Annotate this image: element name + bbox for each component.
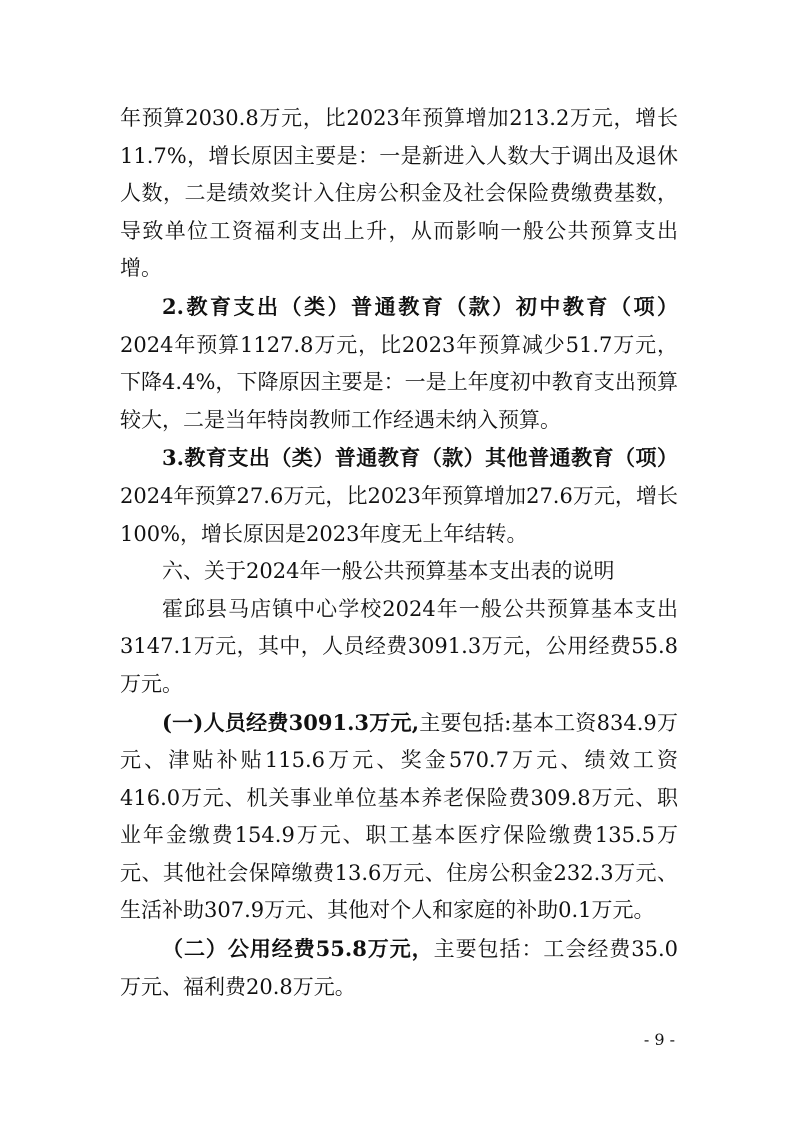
page-number: - 9 - (643, 1030, 675, 1049)
section-title: 六、关于2024年一般公共预算基本支出表的说明 (162, 559, 615, 584)
body-text (120, 100, 678, 1006)
paragraph-salary-budget: 年预算2030.8万元，比2023年预算增加213.2万元，增长11.7%，增长原因主要是：一是新进入人数大于调出及退休人数，二是绩效奖计入住房公积金及社会保险费缴费基数，导致单位工资福利支出上升，从而影响一般公共预算支出增。 (120, 106, 678, 281)
paragraph-junior-education (120, 288, 678, 439)
heading-public-expenses: （二）公用经费55.8万元， (162, 936, 434, 962)
heading-personnel-expenses: (一)人员经费3091.3万元, (162, 709, 420, 735)
paragraph-personnel-expenses (120, 704, 678, 931)
text-public-expenses: 主要包括：工会经费35.0万元、福利费20.8万元。 (120, 937, 678, 999)
text-other-education: 2024年预算27.6万元，比2023年预算增加27.6万元，增长100%，增长原因是2023年度无上年结转。 (120, 483, 678, 546)
heading-junior-education: 2.教育支出（类）普通教育（款）初中教育（项） (162, 293, 678, 319)
heading-other-education: 3.教育支出（类）普通教育（款）其他普通教育（项） (162, 445, 678, 471)
text-junior-education: 2024年预算1127.8万元，比2023年预算减少51.7万元，下降4.4%，下降原因主要是：一是上年度初中教育支出预算较大，二是当年特岗教师工作经遇未纳入预算。 (120, 332, 678, 432)
paragraph-other-education (120, 439, 678, 553)
text-personnel-expenses: 主要包括:基本工资834.9万元、津贴补贴115.6万元、奖金570.7万元、绩效工资416.0万元、机关事业单位基本养老保险费309.8万元、职业年金缴费154.9万元、职工基本医疗保险缴费135.5万元、其他社会保障缴费13.6万元、住房公积金232.3万元、生活补助307.9万元、其他对个人和家庭的补助0.1万元。 (120, 710, 678, 923)
paragraph-public-expenses (120, 930, 678, 1006)
paragraph-basic-expenditure: 霍邱县马店镇中心学校2024年一般公共预算基本支出3147.1万元，其中，人员经费3091.3万元，公用经费55.8万元。 (120, 596, 678, 696)
